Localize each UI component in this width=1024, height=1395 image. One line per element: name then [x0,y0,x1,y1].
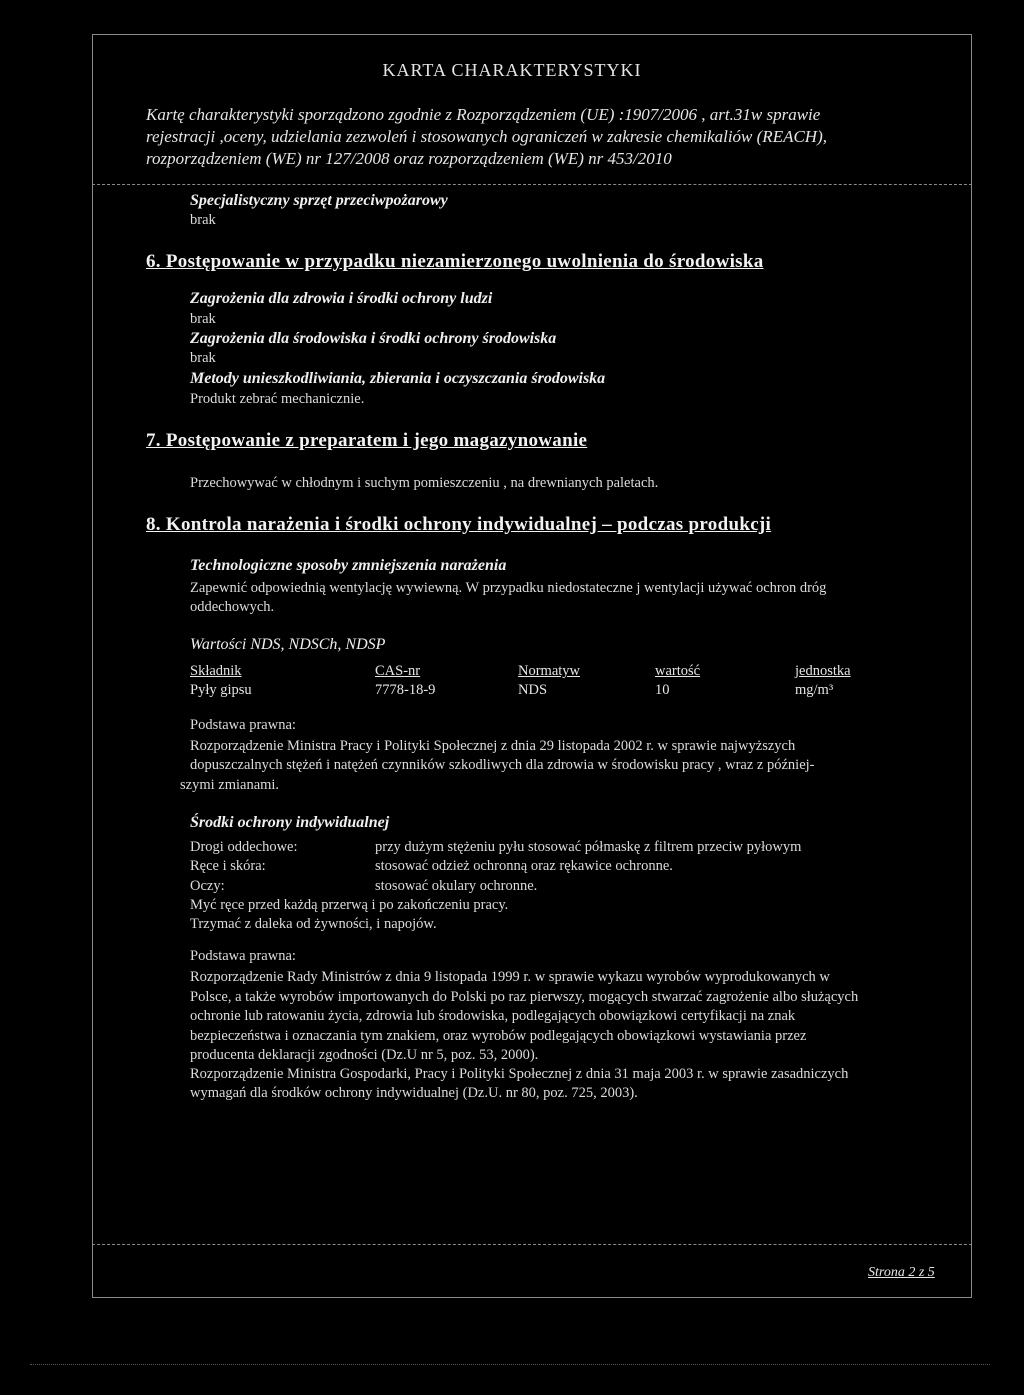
s8-nds-heading: Wartości NDS, NDSCh, NDSP [190,636,386,653]
header-line-1: Kartę charakterystyki sporządzono zgodnie z Rozporządzeniem (UE) :1907/2006 , art.31w sprawie [146,105,821,124]
ppe-label-respiratory: Drogi oddechowe: [190,839,298,855]
ppe-label-hands: Ręce i skóra: [190,858,266,874]
s8-tech-line-1: Zapewnić odpowiednią wentylację wywiewną. W przypadku niedostateczne j wentylacji używać ochron dróg [190,580,827,596]
table-cell-unit: mg/m³ [795,682,834,698]
ppe-heading: Środki ochrony indywidualnej [190,814,390,831]
ppe-note-1: Myć ręce przed każdą przerwą i po zakończeniu pracy. [190,897,509,913]
table-cell-standard: NDS [518,682,548,698]
header-line-2: rejestracji ,oceny, udzielania zezwoleń i stosowanych ograniczeń w zakresie chemikaliów (REACH), [146,127,827,146]
table-header-standard: Normatyw [518,663,581,679]
s6-value-2: brak [190,350,216,366]
table-header-value: wartość [655,663,701,679]
basis-1-line-3: szymi zmianami. [180,777,280,793]
basis-1-line-1: Rozporządzenie Ministra Pracy i Polityki Społecznej z dnia 29 listopada 2002 r. w sprawie najwyższych [190,738,796,754]
fire-equipment-heading: Specjalistyczny sprzęt przeciwpożarowy [190,192,448,209]
s6-heading-1: Zagrożenia dla zdrowia i środki ochrony ludzi [190,290,493,307]
basis-1-line-2: dopuszczalnych stężeń i natężeń czynników szkodliwych dla zdrowia w środowisku pracy , wraz z później- [190,757,815,773]
basis-2-line-6: Rozporządzenie Ministra Gospodarki, Pracy i Polityki Społecznej z dnia 31 maja 2003 r. w sprawie zasadniczych [190,1066,849,1082]
s8-tech-heading: Technologiczne sposoby zmniejszenia narażenia [190,557,507,574]
header-line-3: rozporządzeniem (WE) nr 127/2008 oraz rozporządzeniem (WE) nr 453/2010 [146,149,672,168]
basis-2-line-1: Rozporządzenie Rady Ministrów z dnia 9 listopada 1999 r. w sprawie wykazu wyrobów wyprodukowanych w [190,969,830,985]
table-header-cas: CAS-nr [375,663,421,679]
s6-value-1: brak [190,311,216,327]
section-7-title: 7. Postępowanie z preparatem i jego magazynowanie [146,430,588,451]
page-number: Strona 2 z 5 [868,1265,935,1280]
ppe-note-2: Trzymać z daleka od żywności, i napojów. [190,916,437,932]
s6-value-3: Produkt zebrać mechanicznie. [190,391,365,407]
header-divider [92,184,972,185]
basis-2-line-5: producenta deklaracji zgodności (Dz.U nr 5, poz. 53, 2000). [190,1047,539,1063]
table-header-unit: jednostka [795,663,851,679]
basis-2-line-2: Polsce, a także wyrobów importowanych do Polski po raz pierwszy, mogących stwarzać zagrożenie albo służących [190,989,859,1005]
basis-1-label: Podstawa prawna: [190,717,296,733]
basis-2-line-4: bezpieczeństwa i oznaczania tym znakiem, oraz wyrobów podlegających obowiązkowi wystawiania przez [190,1028,807,1044]
ppe-value-hands: stosować odzież ochronną oraz rękawice ochronne. [375,858,673,874]
s6-heading-2: Zagrożenia dla środowiska i środki ochrony środowiska [190,330,557,347]
table-cell-value: 10 [655,682,670,698]
s8-tech-line-2: oddechowych. [190,599,275,615]
bottom-scan-artifact [30,1364,990,1365]
table-cell-component: Pyły gipsu [190,682,252,698]
ppe-label-eyes: Oczy: [190,878,225,894]
s6-heading-3: Metody unieszkodliwiania, zbierania i oczyszczania środowiska [190,370,606,387]
document-title: KARTA CHARAKTERYSTYKI [382,60,642,80]
s7-text: Przechowywać w chłodnym i suchym pomieszczeniu , na drewnianych paletach. [190,475,659,491]
footer-divider [92,1244,972,1245]
table-cell-cas: 7778-18-9 [375,682,436,698]
section-6-title: 6. Postępowanie w przypadku niezamierzonego uwolnienia do środowiska [146,251,764,272]
basis-2-label: Podstawa prawna: [190,948,296,964]
ppe-value-respiratory: przy dużym stężeniu pyłu stosować półmaskę z filtrem przeciw pyłowym [375,839,802,855]
basis-2-line-7: wymagań dla środków ochrony indywidualnej (Dz.U. nr 80, poz. 725, 2003). [190,1085,638,1101]
fire-equipment-value: brak [190,212,216,228]
basis-2-line-3: ochronie lub ratowaniu życia, zdrowia lub środowiska, podlegających obowiązkowi certyfikacji na znak [190,1008,796,1024]
ppe-value-eyes: stosować okulary ochronne. [375,878,538,894]
section-8-title: 8. Kontrola narażenia i środki ochrony indywidualnej – podczas produkcji [146,514,772,535]
table-header-component: Składnik [190,663,242,679]
